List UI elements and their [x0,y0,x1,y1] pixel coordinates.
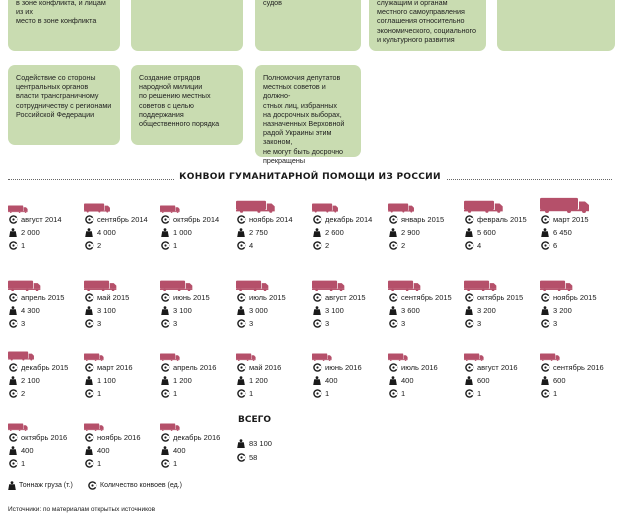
card-text-line: в зоне конфликта, и лицам из их [16,0,106,17]
convoy-month: май 2016 [249,363,282,372]
truck-icon [84,280,117,291]
convoy-month: сентябрь 2014 [97,215,148,224]
card-text-line: сотрудничеству с регионами [16,100,112,110]
convoy-counter-icon [9,389,18,398]
convoy-month: ноябрь 2014 [249,215,293,224]
convoy-counter-icon [88,481,97,490]
weight-icon [9,306,17,315]
convoy-counter-icon [541,215,550,224]
convoy-count: 2 [21,389,26,398]
convoy-tonnage: 1 200 [173,376,192,385]
convoy-counter-icon [9,459,18,468]
convoy-counter-icon [9,215,18,224]
convoy-counter-icon [313,241,322,250]
convoy-cell [8,415,82,481]
weight-icon [389,376,397,385]
convoy-count: 3 [249,319,254,328]
convoy-tonnage: 400 [21,446,34,455]
truck-icon [160,205,180,213]
top-card-1 [8,0,120,51]
convoy-count: 2 [401,241,406,250]
convoy-count: 3 [21,319,26,328]
convoy-month: октябрь 2015 [477,293,524,302]
card-text-line: советов с целью поддержания [139,100,194,119]
weight-icon [237,228,245,237]
card-text-line: народной милиции [139,82,203,92]
truck-icon [84,353,104,361]
convoy-month: декабрь 2016 [173,433,221,442]
convoy-count: 1 [21,241,26,250]
truck-icon [464,280,497,291]
convoy-count: 6 [553,241,558,250]
convoy-tonnage: 4 300 [21,306,40,315]
convoy-count: 3 [97,319,102,328]
convoy-counter-icon [9,363,18,372]
card-text-line: на досрочных выборах, [263,109,342,119]
convoy-cell [8,275,82,341]
truck-icon [84,203,111,213]
convoy-cell [464,275,538,341]
mid-card-2 [131,65,243,145]
convoy-tonnage: 400 [173,446,186,455]
convoy-tonnage: 4 000 [97,228,116,237]
convoy-month: август 2016 [477,363,518,372]
convoy-cell [236,345,310,411]
card-text-line: Содействие со стороны [16,73,96,82]
weight-icon [541,306,549,315]
convoy-count: 2 [97,241,102,250]
convoy-month: ноябрь 2016 [97,433,141,442]
convoy-tonnage: 2 750 [249,228,268,237]
convoy-month: сентябрь 2016 [553,363,604,372]
truck-icon [312,353,332,361]
section-divider [8,172,612,186]
card-text-line: Полномочия депутатов [263,73,341,82]
convoy-month: апрель 2015 [21,293,65,302]
convoy-tonnage: 1 200 [249,376,268,385]
convoy-tonnage: 3 100 [173,306,192,315]
convoy-month: январь 2015 [401,215,445,224]
convoy-counter-icon [9,319,18,328]
convoy-count: 1 [173,241,178,250]
card-text-line: экономического, социального [377,25,476,35]
convoy-tonnage: 2 100 [21,376,40,385]
truck-icon [84,423,104,431]
convoy-cell [312,275,386,341]
truck-icon [312,203,339,213]
card-text-line: по решению местных [139,91,211,101]
convoy-counter-icon [237,293,246,302]
weight-icon [9,446,17,455]
convoy-month: июнь 2016 [325,363,362,372]
convoy-count: 3 [325,319,330,328]
convoy-counter-icon [161,459,170,468]
convoy-counter-icon [161,363,170,372]
convoy-counter-icon [389,241,398,250]
convoy-cell [464,345,538,411]
convoy-tonnage: 3 200 [477,306,496,315]
convoy-cell [160,345,234,411]
weight-icon [237,439,245,448]
convoy-tonnage: 3 000 [249,306,268,315]
card-text-line: Создание отрядов [139,73,201,82]
truck-icon [388,203,415,213]
convoy-tonnage: 2 000 [21,228,40,237]
convoy-counter-icon [389,319,398,328]
convoy-month: декабрь 2014 [325,215,373,224]
card-text-line: прекращены [263,155,305,165]
convoy-count: 1 [401,389,406,398]
top-card-5 [497,0,615,51]
truck-icon [388,280,421,291]
convoy-month: август 2014 [21,215,62,224]
truck-icon [388,353,408,361]
convoy-counter-icon [389,293,398,302]
convoy-counter-icon [161,215,170,224]
convoy-cell [84,197,158,263]
convoy-counter-icon [9,293,18,302]
total-block [236,415,316,470]
weight-icon [465,228,473,237]
convoy-tonnage: 6 450 [553,228,572,237]
convoy-tonnage: 3 100 [97,306,116,315]
convoy-count: 1 [21,459,26,468]
convoy-month: июль 2015 [249,293,286,302]
convoy-count: 1 [553,389,558,398]
weight-icon [161,306,169,315]
top-card-4 [369,0,486,51]
convoy-cell [540,345,614,411]
weight-icon [389,228,397,237]
top-card-2 [131,0,243,51]
convoy-counter-icon [313,363,322,372]
convoy-cell [8,197,82,263]
card-text-line: центральных органов [16,82,89,92]
convoy-count: 3 [553,319,558,328]
convoy-tonnage: 400 [97,446,110,455]
truck-icon [8,205,28,213]
convoy-month: август 2015 [325,293,366,302]
convoy-cell [236,275,310,341]
total-tonnage: 83 100 [249,439,272,448]
convoy-counter-icon [313,293,322,302]
card-text-line: радой Украины этим законом, [263,128,332,147]
weight-icon [465,376,473,385]
card-text-line: соглашения относительно [377,16,465,26]
convoy-tonnage: 2 600 [325,228,344,237]
convoy-tonnage: 600 [477,376,490,385]
convoy-counter-icon [389,389,398,398]
truck-icon [464,200,504,213]
truck-icon [160,353,180,361]
convoy-count: 1 [173,389,178,398]
truck-icon [540,197,590,213]
total-label: ВСЕГО [238,415,271,425]
mid-card-3 [255,65,361,165]
card-text-line: Российской Федерации [16,109,95,119]
convoy-counter-icon [465,215,474,224]
convoy-cell [540,275,614,341]
truck-icon [236,200,276,213]
convoy-month: сентябрь 2015 [401,293,452,302]
convoy-month: март 2015 [553,215,589,224]
convoy-counter-icon [85,389,94,398]
convoy-cell [8,345,82,411]
weight-icon [237,376,245,385]
convoy-tonnage: 600 [553,376,566,385]
convoy-counter-icon [85,459,94,468]
weight-icon [541,228,549,237]
convoy-cell [160,415,234,481]
convoy-count: 1 [97,459,102,468]
convoy-counter-icon [541,319,550,328]
convoy-counter-icon [161,433,170,442]
mid-card-1 [8,65,120,145]
convoy-counter-icon [313,389,322,398]
convoy-count: 1 [477,389,482,398]
convoy-count: 2 [325,241,330,250]
convoy-cell [84,415,158,481]
convoy-counter-icon [85,433,94,442]
convoy-tonnage: 2 900 [401,228,420,237]
convoy-month: ноябрь 2015 [553,293,597,302]
convoy-counter-icon [237,453,246,462]
card-text-line: и культурного развития [377,34,455,44]
convoy-counter-icon [237,215,246,224]
convoy-count: 1 [173,459,178,468]
convoy-count: 1 [325,389,330,398]
convoy-counter-icon [85,293,94,302]
card-text-line: местного самоуправления [377,7,465,17]
convoy-tonnage: 1 100 [97,376,116,385]
convoy-count: 3 [401,319,406,328]
truck-icon [160,280,193,291]
convoy-counter-icon [541,389,550,398]
convoy-counter-icon [465,293,474,302]
convoy-count: 4 [249,241,254,250]
weight-icon [9,228,17,237]
weight-icon [161,228,169,237]
card-text-line: место в зоне конфликта [16,16,97,26]
weight-icon [85,228,93,237]
convoy-tonnage: 3 200 [553,306,572,315]
convoy-counter-icon [237,241,246,250]
convoy-count: 1 [249,389,254,398]
convoy-counter-icon [161,241,170,250]
convoy-count: 4 [477,241,482,250]
weight-icon [237,306,245,315]
convoy-tonnage: 5 600 [477,228,496,237]
convoy-counter-icon [85,319,94,328]
card-text-line: служащим и органам [377,0,448,7]
convoy-month: июль 2016 [401,363,438,372]
weight-icon [85,306,93,315]
convoy-tonnage: 400 [325,376,338,385]
weight-icon [465,306,473,315]
truck-icon [312,280,345,291]
convoy-tonnage: 3 600 [401,306,420,315]
convoy-cell [312,197,386,263]
convoy-counter-icon [85,363,94,372]
card-text-line: власти трансграничному [16,91,99,101]
convoy-counter-icon [161,319,170,328]
convoy-cell [312,345,386,411]
card-text-line: назначенных Верховной [263,119,345,129]
weight-icon [313,376,321,385]
convoy-month: июнь 2015 [173,293,210,302]
card-text-line: местных советов и должно- [263,82,326,101]
convoy-counter-icon [313,215,322,224]
truck-icon [8,351,35,361]
convoy-counter-icon [161,389,170,398]
convoy-counter-icon [541,363,550,372]
convoy-tonnage: 1 000 [173,228,192,237]
convoy-cell [388,345,462,411]
convoy-counter-icon [465,363,474,372]
convoy-counter-icon [9,433,18,442]
convoy-cell [84,275,158,341]
card-text-line: не могут быть досрочно [263,146,344,156]
convoy-counter-icon [161,293,170,302]
weight-icon [541,376,549,385]
convoy-counter-icon [541,241,550,250]
truck-icon [8,423,28,431]
convoy-month: апрель 2016 [173,363,217,372]
convoy-counter-icon [465,241,474,250]
truck-icon [540,353,560,361]
convoy-counter-icon [237,319,246,328]
convoy-count: 3 [477,319,482,328]
convoy-counter-icon [389,215,398,224]
convoy-cell [160,197,234,263]
convoy-counter-icon [237,363,246,372]
convoy-month: октябрь 2014 [173,215,220,224]
truck-icon [8,280,41,291]
convoy-count: 1 [97,389,102,398]
truck-icon [236,353,256,361]
convoy-count: 3 [173,319,178,328]
total-convoys: 58 [249,453,258,462]
weight-icon [161,376,169,385]
convoy-month: октябрь 2016 [21,433,68,442]
convoy-counter-icon [313,319,322,328]
top-card-3 [255,0,361,51]
convoy-cell [464,197,538,263]
truck-icon [464,353,484,361]
convoy-tonnage: 3 100 [325,306,344,315]
card-text-line: общественного порядка [139,119,220,129]
convoy-cell [84,345,158,411]
weight-icon [161,446,169,455]
weight-icon [85,446,93,455]
convoy-cell [540,197,614,263]
weight-icon [85,376,93,385]
convoy-counter-icon [465,319,474,328]
convoy-counter-icon [541,293,550,302]
convoy-counter-icon [9,241,18,250]
legend-tonnage: Тоннаж груза (т.) [19,482,73,489]
convoy-cell [236,197,310,263]
convoy-counter-icon [465,389,474,398]
convoy-cell [388,197,462,263]
weight-icon [313,306,321,315]
weight-icon [9,376,17,385]
section-title: КОНВОИ ГУМАНИТАРНОЙ ПОМОЩИ ИЗ РОССИИ [174,172,446,182]
weight-icon [389,306,397,315]
convoy-month: декабрь 2015 [21,363,69,372]
weight-icon [8,481,16,490]
source-note: Источники: по материалам открытых источников [8,506,156,513]
truck-icon [160,423,180,431]
convoy-month: март 2016 [97,363,133,372]
convoy-month: февраль 2015 [477,215,527,224]
truck-icon [540,280,573,291]
convoy-month: май 2015 [97,293,130,302]
convoy-counter-icon [85,215,94,224]
card-text-line: стных лиц, избранных [263,100,337,110]
legend-convoys: Количество конвоев (ед.) [100,482,182,489]
convoy-cell [388,275,462,341]
truck-icon [236,280,269,291]
convoy-cell [160,275,234,341]
convoy-tonnage: 400 [401,376,414,385]
weight-icon [313,228,321,237]
convoy-counter-icon [237,389,246,398]
convoy-counter-icon [389,363,398,372]
convoy-counter-icon [85,241,94,250]
card-text-line: судов [263,0,282,7]
